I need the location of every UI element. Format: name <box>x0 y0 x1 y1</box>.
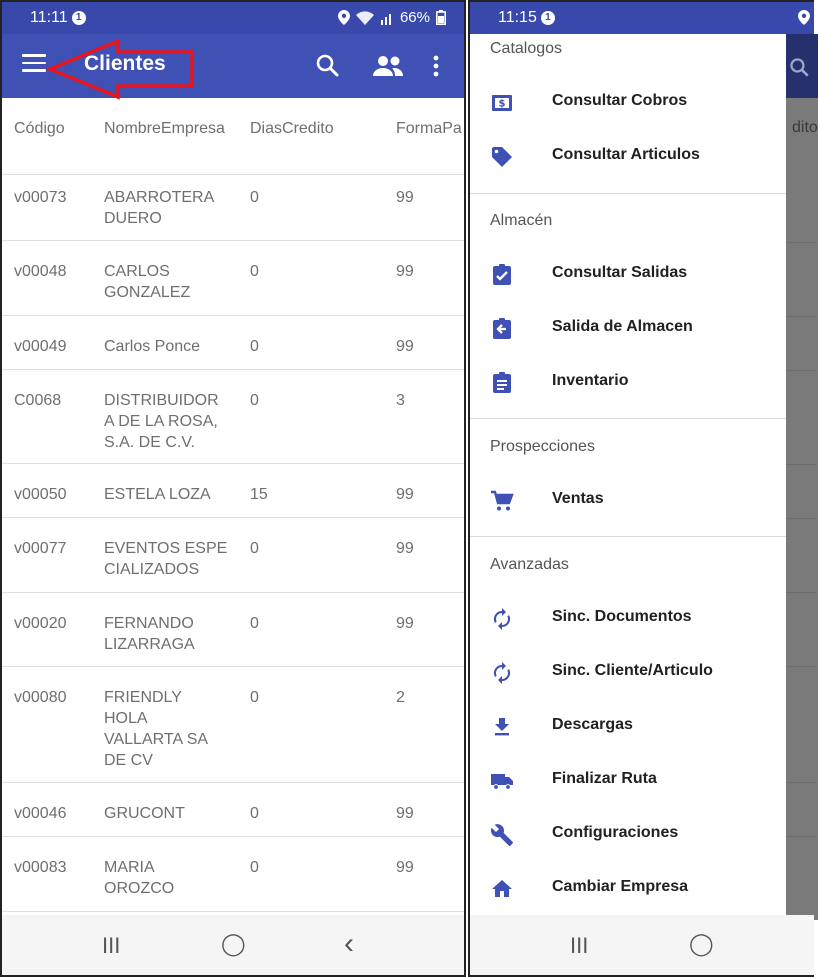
cell-forma: 99 <box>396 486 414 503</box>
menu-item-cambiar-empresa[interactable] <box>470 862 786 916</box>
divider <box>470 536 786 537</box>
cell-nombre: EVENTOS ESPECIALIZADOS <box>104 540 228 578</box>
scrim-row-line <box>786 666 816 667</box>
status-time: 11:15 <box>498 9 537 26</box>
scrim-row-line <box>786 370 816 371</box>
cell-nombre: ABARROTERA DUERO <box>104 189 214 227</box>
wrench-icon <box>490 823 514 847</box>
search-icon[interactable] <box>314 52 342 80</box>
sync-icon <box>490 607 514 631</box>
table-row[interactable] <box>2 593 464 667</box>
clipboard-icon <box>490 371 514 395</box>
header-nombre-empresa[interactable]: NombreEmpresa <box>104 120 225 137</box>
table-row[interactable] <box>2 837 464 912</box>
scrim-row-line <box>786 464 816 465</box>
menu-icon[interactable] <box>22 54 46 74</box>
menu-item-finalizar-ruta[interactable] <box>470 754 786 808</box>
cell-codigo: v00048 <box>14 263 67 280</box>
sync-icon <box>490 661 514 685</box>
header-forma-pago[interactable]: FormaPa <box>396 120 462 137</box>
recents-button[interactable]: III <box>570 933 589 958</box>
add-client-icon[interactable] <box>372 52 404 80</box>
cell-nombre: Carlos Ponce <box>104 338 201 355</box>
svg-text:$: $ <box>498 98 506 110</box>
cell-codigo: v00080 <box>14 689 67 706</box>
page-title: Clientes <box>84 52 166 75</box>
menu-label: Configuraciones <box>552 824 679 841</box>
table-row[interactable] <box>2 783 464 837</box>
home-button[interactable]: ◯ <box>689 931 714 956</box>
cell-dias: 0 <box>250 263 259 280</box>
notification-badge: 1 <box>541 11 555 25</box>
menu-item-inventario[interactable] <box>470 356 786 410</box>
menu-label: Sinc. Cliente/Articulo <box>552 662 713 679</box>
menu-item-descargas[interactable] <box>470 700 786 754</box>
cell-forma: 99 <box>396 189 414 206</box>
notification-badge: 1 <box>72 11 86 25</box>
home-button[interactable]: ◯ <box>221 931 246 956</box>
menu-item-ventas[interactable] <box>470 474 786 528</box>
menu-label: Sinc. Documentos <box>552 608 692 625</box>
table-row[interactable] <box>2 175 464 241</box>
cell-forma: 99 <box>396 805 414 822</box>
menu-item-salida-de-almacen[interactable] <box>470 302 786 356</box>
scrim-row-line <box>786 242 816 243</box>
cell-dias: 0 <box>250 805 259 822</box>
menu-label: Ventas <box>552 490 604 507</box>
cell-dias: 0 <box>250 615 259 632</box>
menu-label: Consultar Salidas <box>552 264 688 281</box>
cart-icon <box>490 489 514 513</box>
cell-forma: 99 <box>396 615 414 632</box>
system-nav-bar <box>470 915 814 975</box>
status-bar <box>470 2 814 34</box>
menu-label: Finalizar Ruta <box>552 770 657 787</box>
cell-codigo: v00046 <box>14 805 67 822</box>
divider <box>470 418 786 419</box>
cell-codigo: v00073 <box>14 189 67 206</box>
table-row[interactable] <box>2 667 464 783</box>
scrim-row-line <box>786 836 816 837</box>
menu-label: Consultar Cobros <box>552 92 688 109</box>
table-row[interactable] <box>2 370 464 464</box>
scrim-row-line <box>786 782 816 783</box>
section-title-prospecciones: Prospecciones <box>490 438 595 455</box>
cell-dias: 0 <box>250 859 259 876</box>
exit-icon <box>490 317 514 341</box>
menu-label: Cambiar Empresa <box>552 878 689 895</box>
scrim-appbar <box>786 34 818 98</box>
battery-icon <box>436 10 446 25</box>
cell-codigo: v00049 <box>14 338 67 355</box>
cell-forma: 3 <box>396 392 405 409</box>
battery-percent: 66% <box>399 9 430 26</box>
menu-item-configuraciones[interactable] <box>470 808 786 862</box>
cell-forma: 99 <box>396 859 414 876</box>
search-icon <box>788 56 812 80</box>
menu-label: Salida de Almacen <box>552 318 693 335</box>
cell-dias: 0 <box>250 189 259 206</box>
cell-codigo: v00083 <box>14 859 67 876</box>
cell-nombre: ESTELA LOZA <box>104 486 211 503</box>
cell-forma: 99 <box>396 338 414 355</box>
more-vert-icon[interactable] <box>428 52 444 80</box>
money-icon <box>490 91 514 115</box>
cell-dias: 0 <box>250 540 259 557</box>
drawer-scrim[interactable] <box>786 34 818 920</box>
check-box-icon <box>490 263 514 287</box>
status-bar <box>2 2 464 34</box>
cell-nombre: MARIA OROZCO <box>104 859 175 897</box>
system-nav-bar <box>2 915 464 975</box>
status-icons <box>338 9 446 26</box>
table-row[interactable] <box>2 464 464 518</box>
cell-dias: 0 <box>250 689 259 706</box>
menu-item-sinc-cliente-articulo[interactable] <box>470 646 786 700</box>
header-dias-credito[interactable]: DiasCredito <box>250 120 334 137</box>
location-icon <box>798 10 810 25</box>
menu-label: Consultar Articulos <box>552 146 700 163</box>
scrim-row-line <box>786 316 816 317</box>
navigation-drawer <box>470 34 786 920</box>
tag-icon <box>490 145 514 169</box>
table-header-row <box>2 98 464 175</box>
cell-forma: 99 <box>396 263 414 280</box>
back-button[interactable]: ‹ <box>344 927 354 960</box>
truck-icon <box>490 769 514 793</box>
cell-dias: 0 <box>250 338 259 355</box>
cell-codigo: v00020 <box>14 615 67 632</box>
cell-nombre: DISTRIBUIDORA DE LA ROSA, S.A. DE C.V. <box>104 392 219 451</box>
clients-table <box>2 98 464 912</box>
cell-codigo: C0068 <box>14 392 62 409</box>
divider <box>470 193 786 194</box>
signal-icon <box>380 11 394 25</box>
cell-nombre: FERNANDO LIZARRAGA <box>104 615 195 653</box>
app-bar <box>2 34 464 98</box>
menu-label: Inventario <box>552 372 629 389</box>
scrim-row-line <box>786 592 816 593</box>
cell-dias: 0 <box>250 392 259 409</box>
cell-codigo: v00050 <box>14 486 67 503</box>
table-row[interactable] <box>2 241 464 316</box>
behind-header-text: dito <box>792 119 818 136</box>
cell-forma: 2 <box>396 689 405 706</box>
table-row[interactable] <box>2 316 464 370</box>
scrim-row-line <box>786 518 816 519</box>
table-row[interactable] <box>2 518 464 593</box>
wifi-icon <box>356 11 374 25</box>
download-icon <box>490 715 514 739</box>
section-title-catalogos: Catalogos <box>490 40 563 57</box>
cell-nombre: CARLOS GONZALEZ <box>104 263 191 301</box>
section-title-avanzadas: Avanzadas <box>490 556 569 573</box>
section-title-almacen: Almacén <box>490 212 553 229</box>
menu-item-consultar-articulos[interactable] <box>470 130 786 184</box>
cell-nombre: FRIENDLY HOLA VALLARTA SA DE CV <box>104 689 208 769</box>
location-icon <box>338 10 350 25</box>
menu-label: Descargas <box>552 716 633 733</box>
menu-item-sinc-documentos[interactable] <box>470 592 786 646</box>
cell-dias: 15 <box>250 486 268 503</box>
header-codigo[interactable]: Código <box>14 120 65 137</box>
cell-codigo: v00077 <box>14 540 67 557</box>
home-icon <box>490 877 514 901</box>
recents-button[interactable]: III <box>102 933 121 958</box>
menu-item-consultar-salidas[interactable] <box>470 248 786 302</box>
cell-forma: 99 <box>396 540 414 557</box>
cell-nombre: GRUCONT <box>104 805 185 822</box>
status-time: 11:11 <box>30 9 68 26</box>
drawer-screen <box>468 0 818 977</box>
menu-item-consultar-cobros[interactable] <box>470 76 786 130</box>
